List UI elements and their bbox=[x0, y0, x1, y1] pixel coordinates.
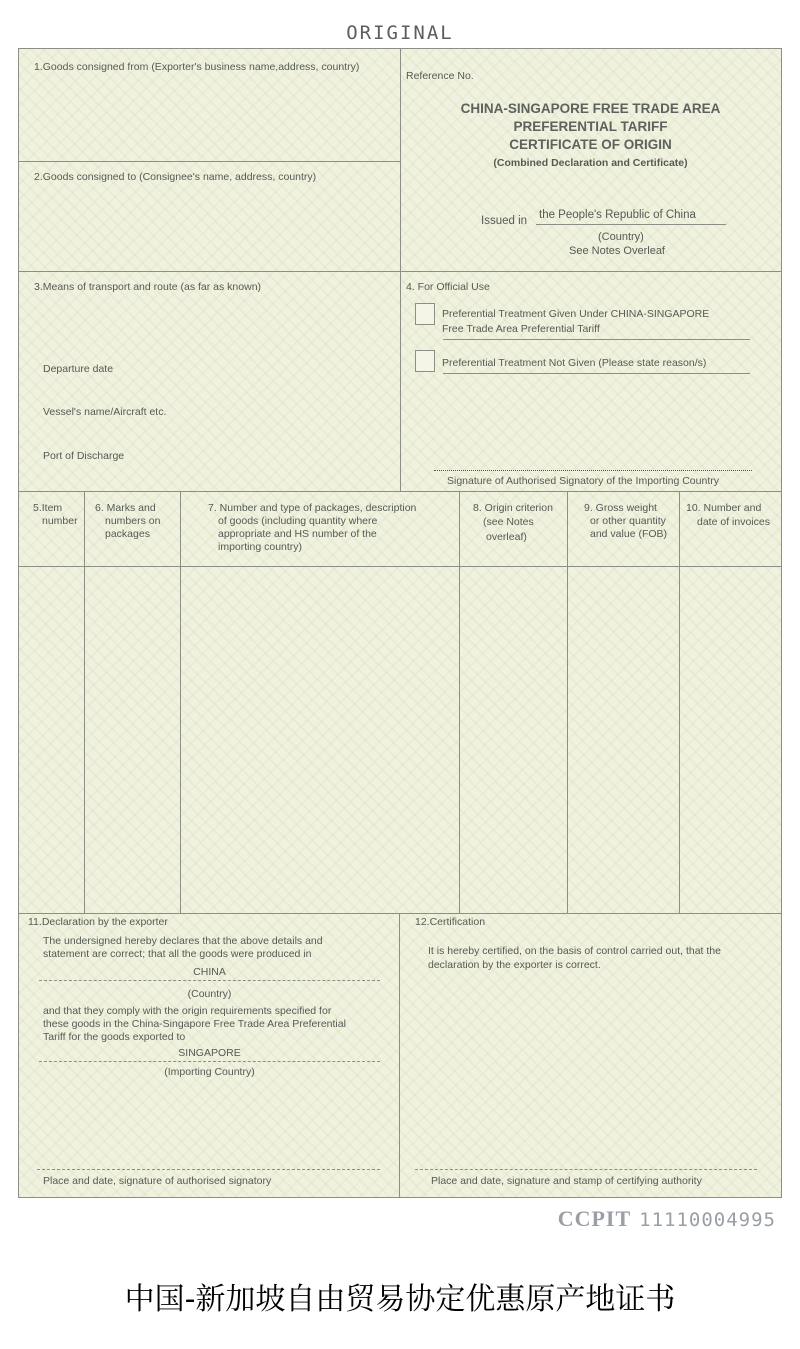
vessel-name-label: Vessel's name/Aircraft etc. bbox=[43, 406, 167, 418]
col8-header-l2: (see Notes bbox=[483, 516, 534, 528]
col5-header-l2: number bbox=[42, 515, 78, 527]
col5-header-l1: 5.Item bbox=[33, 502, 63, 514]
treatment-not-given-label: Preferential Treatment Not Given (Please state reason/s) bbox=[442, 357, 707, 369]
title-line1: CHINA-SINGAPORE FREE TRADE AREA bbox=[460, 101, 721, 116]
divider-box1 bbox=[19, 161, 400, 162]
box3-label: 3.Means of transport and route (as far as known) bbox=[34, 281, 262, 293]
col9-header-l3: and value (FOB) bbox=[590, 528, 668, 540]
box1-label: 1.Goods consigned from (Exporter's business name,address, country) bbox=[34, 61, 360, 73]
certification-text-1: It is hereby certified, on the basis of control carried out, that the bbox=[428, 945, 721, 957]
col7-header-l2: of goods (including quantity where bbox=[218, 515, 378, 527]
treatment-not-given-checkbox[interactable] bbox=[415, 350, 435, 372]
serial-number-value: 11110004995 bbox=[639, 1209, 776, 1231]
title-line3: CERTIFICATE OF ORIGIN bbox=[509, 137, 672, 152]
title-line4: (Combined Declaration and Certificate) bbox=[493, 157, 688, 169]
certificate-form bbox=[18, 48, 782, 1198]
box4-label: 4. For Official Use bbox=[406, 281, 490, 293]
col9-header-l1: 9. Gross weight bbox=[584, 502, 657, 514]
certification-text-2: declaration by the exporter is correct. bbox=[428, 959, 601, 971]
col6-header-l1: 6. Marks and bbox=[95, 502, 156, 514]
authority-signature-label: Place and date, signature and stamp of certifying authority bbox=[431, 1175, 702, 1187]
importing-signature-line bbox=[434, 470, 752, 471]
col-divider-9 bbox=[679, 491, 680, 913]
reference-label: Reference No. bbox=[406, 70, 474, 82]
col10-header-l2: date of invoices bbox=[697, 516, 770, 528]
treatment-given-line2: Free Trade Area Preferential Tariff bbox=[442, 323, 600, 335]
divider-bottom-vertical bbox=[399, 913, 400, 1197]
importing-signature-label: Signature of Authorised Signatory of the Importing Country bbox=[447, 475, 719, 487]
col10-header-l1: 10. Number and bbox=[686, 502, 762, 514]
col7-header-l3: appropriate and HS number of the bbox=[218, 528, 377, 540]
exported-to-value: SINGAPORE bbox=[178, 1047, 241, 1059]
col8-header-l1: 8. Origin criterion bbox=[473, 502, 553, 514]
port-of-discharge-label: Port of Discharge bbox=[43, 450, 125, 462]
col7-header-l1: 7. Number and type of packages, description bbox=[208, 502, 417, 514]
col6-header-l3: packages bbox=[105, 528, 150, 540]
box11-label: 11.Declaration by the exporter bbox=[28, 916, 168, 928]
divider-columns-bottom bbox=[19, 913, 781, 914]
col6-header-l2: numbers on bbox=[105, 515, 161, 527]
original-header: ORIGINAL bbox=[346, 22, 454, 44]
col9-header-l2: or other quantity bbox=[590, 515, 666, 527]
declaration-text-2: statement are correct; that all the goods were produced in bbox=[43, 948, 312, 960]
declaration-text-5: Tariff for the goods exported to bbox=[43, 1031, 186, 1043]
box2-label: 2.Goods consigned to (Consignee's name, address, country) bbox=[34, 171, 317, 183]
col-divider-5 bbox=[84, 491, 85, 913]
importing-country-note: (Importing Country) bbox=[164, 1066, 255, 1078]
notes-overleaf: See Notes Overleaf bbox=[569, 245, 665, 257]
issued-underline bbox=[536, 224, 726, 225]
treatment-given-underline bbox=[443, 339, 750, 340]
divider-box3 bbox=[19, 491, 781, 492]
chinese-caption: 中国-新加坡自由贸易协定优惠原产地证书 bbox=[124, 1282, 676, 1317]
exporter-signature-label: Place and date, signature of authorised signatory bbox=[43, 1175, 272, 1187]
produced-country-value: CHINA bbox=[193, 966, 226, 978]
serial-number bbox=[558, 1206, 776, 1232]
col-divider-7 bbox=[459, 491, 460, 913]
ccpit-brand: CCPIT bbox=[557, 1206, 632, 1231]
col8-header-l3: overleaf) bbox=[486, 531, 527, 543]
col-divider-8 bbox=[567, 491, 568, 913]
divider-box2 bbox=[19, 271, 781, 272]
title-line2: PREFERENTIAL TARIFF bbox=[513, 119, 668, 134]
exporter-signature-line bbox=[37, 1169, 380, 1170]
treatment-given-checkbox[interactable] bbox=[415, 303, 435, 325]
col-divider-6 bbox=[180, 491, 181, 913]
exported-to-line bbox=[39, 1061, 380, 1062]
declaration-text-4: these goods in the China-Singapore Free Trade Area Preferential bbox=[43, 1018, 346, 1030]
declaration-text-3: and that they comply with the origin requirements specified for bbox=[43, 1005, 332, 1017]
col7-header-l4: importing country) bbox=[218, 541, 303, 553]
authority-signature-line bbox=[415, 1169, 757, 1170]
departure-date-label: Departure date bbox=[43, 363, 114, 375]
treatment-not-given-underline bbox=[443, 373, 750, 374]
divider-column-header bbox=[19, 566, 781, 567]
issued-country-value: the People's Republic of China bbox=[539, 209, 696, 221]
issued-country-note: (Country) bbox=[598, 231, 644, 243]
declaration-text-1: The undersigned hereby declares that the above details and bbox=[43, 935, 323, 947]
issued-label: Issued in bbox=[481, 215, 528, 227]
produced-country-line bbox=[39, 980, 380, 981]
box12-label: 12.Certification bbox=[415, 916, 486, 928]
treatment-given-line1: Preferential Treatment Given Under CHINA-SINGAPORE bbox=[442, 308, 710, 320]
produced-country-note: (Country) bbox=[187, 988, 232, 1000]
